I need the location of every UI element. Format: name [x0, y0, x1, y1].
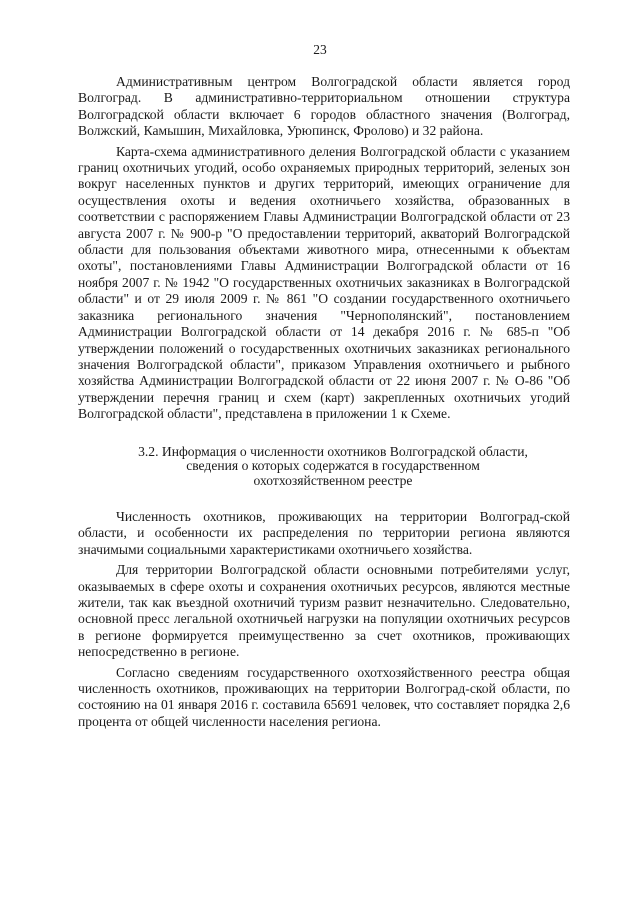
paragraph-hunter-count: Численность охотников, проживающих на территории Волгоград-ской области, и особенности их распределения по территории региона являются значимыми социальными характеристиками охотничьего хозяйства.: [78, 508, 570, 557]
section-heading-line-2: сведения о которых содержатся в государственном: [186, 458, 480, 474]
paragraph-map-scheme: Карта-схема административного деления Волгоградской области с указанием границ охотничьих угодий, особо охраняемых природных территорий, зеленых зон вокруг населенных пунктов и других территорий, имеющих ограничение для осуществления охоты и ведения охотничьего хозяйства, образованных в соответствии с распоряжением Главы Администрации Волгоградской области от 23 августа 2007 г. № 900-р "О предоставлении территорий, акваторий Волгоградской области для пользования объектами животного мира, отнесенными к объектам охоты", постановлениями Главы Администрации Волгоградской области от 16 ноября 2007 г. № 1942 "О государственных охотничьих заказниках в Волгоградской области" и от 29 июля 2009 г. № 861 "О создании государственного охотничьего заказника регионального значения "Чернополянский", постановлением Администрации Волгоградской области от 14 декабря 2016 г. № 685-п "Об утверждении положений о государственных охотничьих заказниках регионального значения Волгоградской области", приказом Управления охотничьего и рыбного хозяйства Администрации Волгоградской области от 22 июня 2007 г. № О-86 "Об утверждении перечня границ и схем (карт) закрепленных охотничьих угодий Волгоградской области", представлена в приложении 1 к Схеме.: [78, 143, 570, 422]
paragraph-admin-center: Административным центром Волгоградской области является город Волгоград. В административно-территориальном отношении структура Волгоградской области включает 6 городов областного значения (Волгоград, Волжский, Камышин, Михайловка, Урюпинск, Фролово) и 32 района.: [78, 74, 570, 139]
page-number: 23: [313, 42, 327, 57]
paragraph-consumers: Для территории Волгоградской области основными потребителями услуг, оказываемых в сфере охоты и сохранения охотничьих ресурсов, являются местные жители, так как въездной охотничий туризм развит незначительно. Следовательно, основной пресс легальной охотничьей нагрузки на популяции охотничьих ресурсов в регионе формируется преимущественно за счет охотников, проживающих непосредственно в регионе.: [78, 562, 570, 660]
section-heading-line-1: 3.2. Информация о численности охотников Волгоградской области,: [138, 443, 528, 459]
paragraph-registry: Согласно сведениям государственного охотхозяйственного реестра общая численность охотников, проживающих на территории Волгоград-ской области, по состоянию на 01 января 2016 г. составила 65691 человек, что составляет порядка 2,6 процента от общей численности населения региона.: [78, 664, 570, 729]
section-heading: [78, 445, 570, 489]
document-body: [78, 74, 570, 730]
section-heading-line-3: охотхозяйственном реестре: [253, 473, 413, 489]
